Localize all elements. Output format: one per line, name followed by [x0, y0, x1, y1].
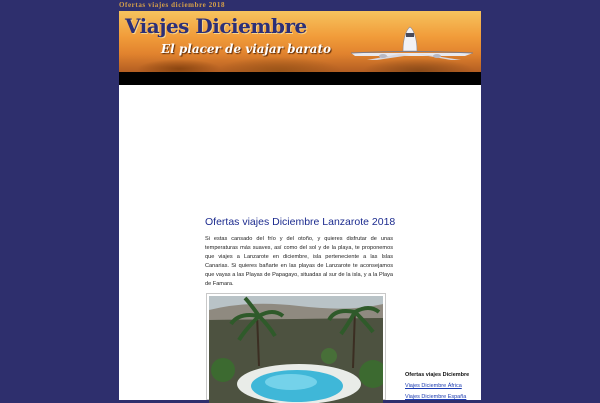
banner-tagline: El placer de viajar barato: [161, 42, 331, 56]
article-body: Si estas cansado del frío y del otoño, y quieres disfrutar de unas temperaturas más suaves, así como del sol y de la playa, te proponemos que viajes a Lanzarote en diciembre, isla perteneciente a las Islas Canarias. Si quieres bañarte en las playas de Lanzarote te aconsejamos que vayas a las Playas de Papagayo, situadas al sur de la isla, y a la Playa de Famara.: [205, 236, 393, 287]
article-photo: [206, 293, 386, 400]
nav-bar: [119, 72, 481, 85]
sidebar: [405, 371, 480, 401]
pool-photo-image: [209, 296, 383, 403]
sidebar-link-africa[interactable]: Viajes Diciembre África: [405, 383, 462, 389]
sidebar-link-espana[interactable]: Viajes Diciembre España: [405, 394, 467, 400]
sidebar-heading: Ofertas viajes Diciembre: [405, 372, 470, 378]
airplane-icon: [347, 23, 477, 63]
article-title[interactable]: Ofertas viajes Diciembre Lanzarote 2018: [205, 216, 396, 228]
banner-title: Viajes Diciembre: [125, 14, 307, 38]
header-banner[interactable]: [119, 11, 481, 72]
site-title[interactable]: Ofertas viajes diciembre 2018: [119, 1, 226, 9]
article: [205, 216, 396, 289]
